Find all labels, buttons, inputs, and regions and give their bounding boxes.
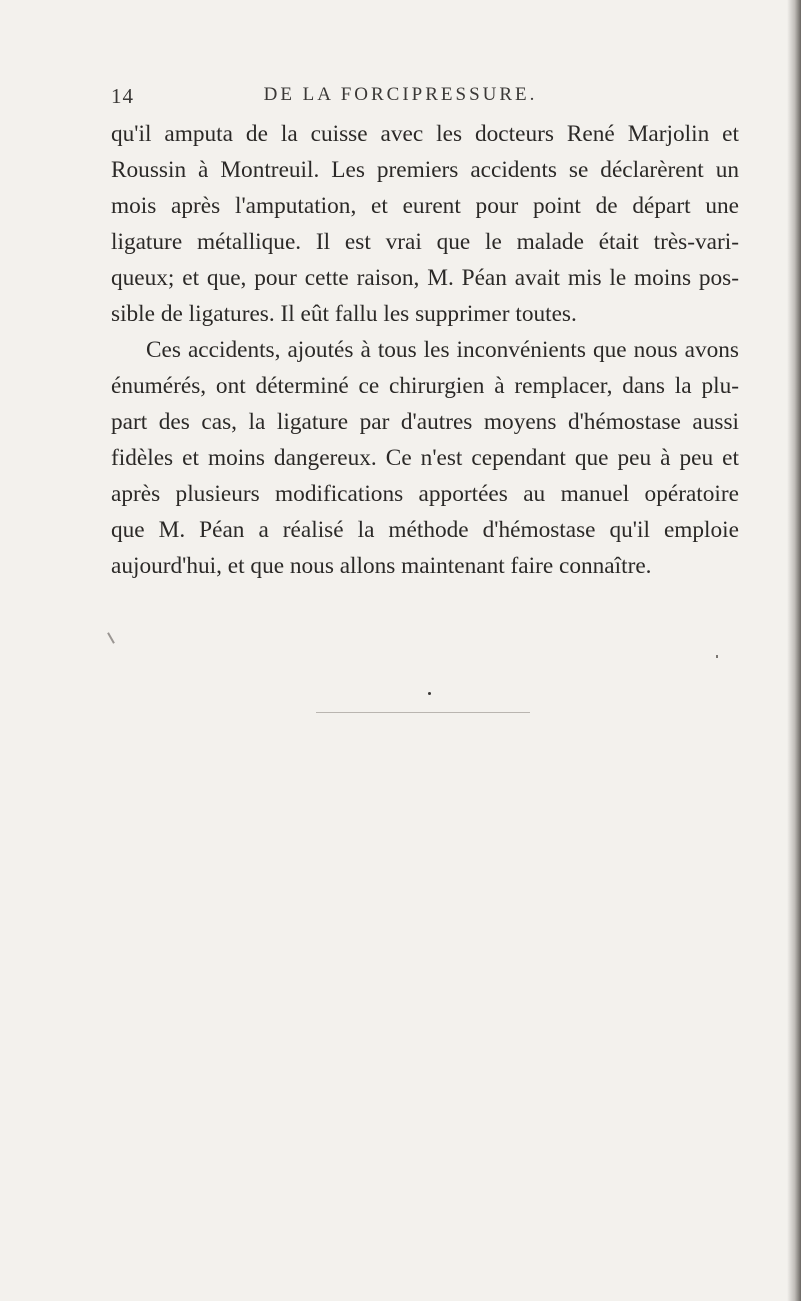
- text-line: fidèles et moins dangereux. Ce n'est cependant que peu à peu et: [111, 445, 739, 471]
- text-line: mois après l'amputation, et eurent pour point de départ une: [111, 193, 739, 219]
- page-edge-shadow: [787, 0, 801, 1301]
- running-title: DE LA FORCIPRESSURE.: [263, 84, 538, 105]
- paper-speck: [428, 692, 431, 695]
- text-line: Ces accidents, ajoutés à tous les inconvénients que nous avons: [146, 337, 739, 363]
- text-line: ligature métallique. Il est vrai que le malade était très-vari-: [111, 229, 739, 255]
- paper-speck: [107, 632, 115, 643]
- text-line: qu'il amputa de la cuisse avec les docteurs René Marjolin et: [111, 121, 739, 147]
- section-rule: [316, 712, 530, 713]
- text-line: que M. Péan a réalisé la méthode d'hémostase qu'il emploie: [111, 517, 739, 543]
- text-line: après plusieurs modifications apportées au manuel opératoire: [111, 481, 739, 507]
- page-number: 14: [111, 84, 134, 108]
- text-line: Roussin à Montreuil. Les premiers accidents se déclarèrent un: [111, 157, 739, 183]
- paper-speck: [716, 655, 718, 658]
- text-line: queux; et que, pour cette raison, M. Péan avait mis le moins pos-: [111, 265, 739, 291]
- text-line: aujourd'hui, et que nous allons maintenant faire connaître.: [111, 553, 652, 579]
- text-line: énumérés, ont déterminé ce chirurgien à remplacer, dans la plu-: [111, 373, 739, 399]
- text-line: part des cas, la ligature par d'autres moyens d'hémostase aussi: [111, 409, 739, 435]
- text-line: sible de ligatures. Il eût fallu les supprimer toutes.: [111, 301, 577, 327]
